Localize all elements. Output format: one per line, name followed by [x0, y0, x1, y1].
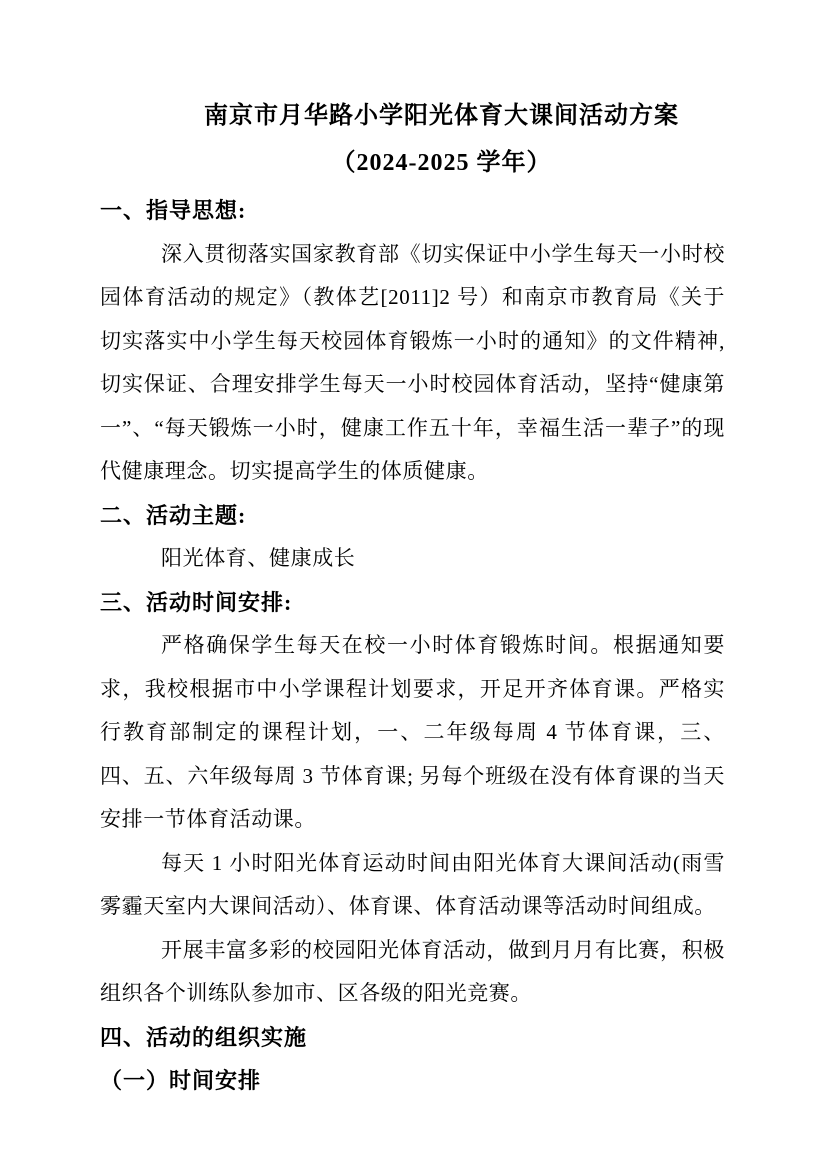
section-4-subheading-1: （一）时间安排 — [100, 1068, 262, 1093]
section-1-paragraph-1: 深入贯彻落实国家教育部《切实保证中小学生每天一小时校园体育活动的规定》（教体艺[2011]2 号）和南京市教育局《关于切实落实中小学生每天校园体育锻炼一小时的通知》的文件精神,切实保证、合理安排学生每天一小时校园体育活动，坚持“健康第一”、“每天锻炼一小时，健康工作五十年，幸福生活一辈子”的现代健康理念。切实提高学生的体质健康。 — [100, 241, 725, 483]
section-2-heading: 二、活动主题: — [100, 502, 247, 528]
section-2-paragraph-1: 阳光体育、健康成长 — [161, 546, 356, 570]
document-body — [100, 189, 725, 1103]
document-title: 南京市月华路小学阳光体育大课间活动方案 — [204, 103, 679, 129]
section-1-heading: 一、指导思想: — [100, 198, 247, 223]
title-block — [0, 93, 827, 187]
section-4-heading: 四、活动的组织实施 — [100, 1024, 308, 1050]
document-subtitle: （2024-2025 学年） — [331, 150, 552, 176]
section-3-paragraph-3: 开展丰富多彩的校园阳光体育活动，做到月月有比赛，积极组织各个训练队参加市、区各级的阳光竞赛。 — [100, 937, 725, 1005]
section-3-heading: 三、活动时间安排: — [100, 589, 293, 615]
section-3-paragraph-2: 每天 1 小时阳光体育运动时间由阳光体育大课间活动(雨雪雾霾天室内大课间活动）、体育课、体育活动课等活动时间组成。 — [100, 850, 725, 918]
section-3-paragraph-1: 严格确保学生每天在校一小时体育锻炼时间。根据通知要求，我校根据市中小学课程计划要求，开足开齐体育课。严格实行教育部制定的课程计划，一、二年级每周 4 节体育课，三、四、五、六年级每周 3 节体育课; 另每个班级在没有体育课的当天安排一节体育活动课。 — [100, 633, 725, 831]
